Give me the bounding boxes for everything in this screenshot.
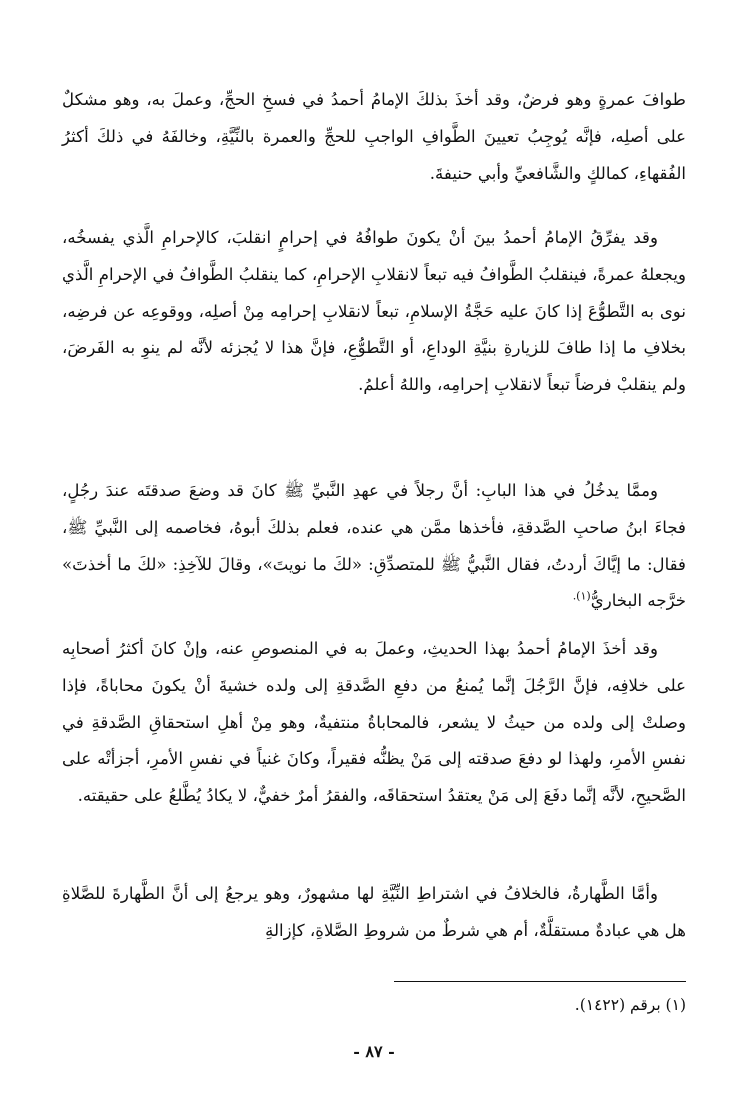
- paragraph-imam-ahmad-ruling: وقد أخذَ الإمامُ أحمدُ بهذا الحديثِ، وعملَ به في المنصوصِ عنه، وإنْ كانَ أكثرُ أصحابِه على خلافِه، فإنَّ الرَّجُلَ إنَّما يُمنعُ من دفعِ الصَّدقةِ إلى ولده خشيةَ أنْ يكونَ محاباةً، فإذا وصلتْ إلى ولده من حيثُ لا يشعر، فالمحاباةُ منتفيةٌ، وهو مِنْ أهلِ استحقاقِ الصَّدقةِ في نفسِ الأمرِ، ولهذا لو دفعَ صدقته إلى مَنْ يظنُّه فقيراً، وكانَ غنياً في نفسِ الأمرِ، أجزأتْه على الصَّحيحِ، لأنَّه إنَّما دفَعَ إلى مَنْ يعتقدُ استحقاقَه، والفقرُ أمرٌ خفيٌّ، لا يكادُ يُطَّلعُ على حقيقته.: [62, 639, 686, 806]
- paragraph-tawaf-umrah: طوافَ عمرةٍ وهو فرضٌ، وقد أخذَ بذلكَ الإمامُ أحمدُ في فسخِ الحجِّ، وعملَ به، وهو مشكلٌ على أصلِه، فإنَّه يُوجِبُ تعيينَ الطَّوافِ الواجبِ للحجِّ والعمرة بالنِّيَّةِ، وخالفَهُ في ذلكَ أكثرُ الفُقهاءِ، كمالكٍ والشَّافعيِّ وأبي حنيفةَ.: [62, 90, 686, 183]
- paragraph-taharah: وأمَّا الطَّهارةُ، فالخلافُ في اشتراطِ النِّيَّةِ لها مشهورٌ، وهو يرجعُ إلى أنَّ الطَّهارةَ للصَّلاةِ هل هي عبادةٌ مستقلَّةٌ، أم هي شرطٌ من شروطِ الصَّلاةِ، كإزالةِ: [62, 884, 686, 940]
- paragraph-sadaqah-hadith-text: وممَّا يدخُلُ في هذا البابِ: أنَّ رجلاً في عهدِ النَّبيِّ ﷺ كانَ قد وضعَ صدقتَه عندَ رجُلٍ، فجاءَ ابنُ صاحبِ الصَّدقةِ، فأخذها ممَّن هي عنده، فعلم بذلكَ أبوهُ، فخاصمه إلى النَّبيِّ ﷺ، فقال: ما إيَّاكَ أردتُ، فقال النَّبيُّ ﷺ للمتصدِّقِ: «لكَ ما نويتَ»، وقالَ للآخِذِ: «لكَ ما أخذتَ» خرَّجه البخاريُّ: [62, 481, 686, 611]
- page-number: - ٨٧ -: [353, 1042, 395, 1061]
- footnote-divider: [394, 981, 686, 982]
- footnote-text: (١) برقم (١٤٢٢).: [574, 996, 686, 1014]
- footnote-reference[interactable]: (١).: [572, 589, 591, 603]
- paragraph-ihram-distinction: وقد يفرِّقُ الإمامُ أحمدُ بينَ أنْ يكونَ طوافُهُ في إحرامٍ انقلبَ، كالإحرامِ الَّذي يفسخُه، ويجعلهُ عمرةً، فينقلبُ الطَّوافُ فيه تبعاً لانقلابِ الإحرامِ، كما ينقلبُ الطَّوافُ في الإحرامِ الَّذي نوى به التَّطوُّعَ إذا كانَ عليه حَجَّةُ الإسلامِ، تبعاً لانقلابِ إحرامِه مِنْ أصلِه، ووقوعِه عن فرضِه، بخلافِ ما إذا طافَ للزيارةِ بنيَّةِ الوداعِ، أو التَّطوُّعِ، فإنَّ هذا لا يُجزئه لأنَّه لم ينوِ به الفَرضَ، ولم ينقلبْ فرضاً تبعاً لانقلابِ إحرامِه، واللهُ أعلمُ.: [62, 228, 686, 395]
- paragraph-sadaqah-hadith: [62, 473, 686, 620]
